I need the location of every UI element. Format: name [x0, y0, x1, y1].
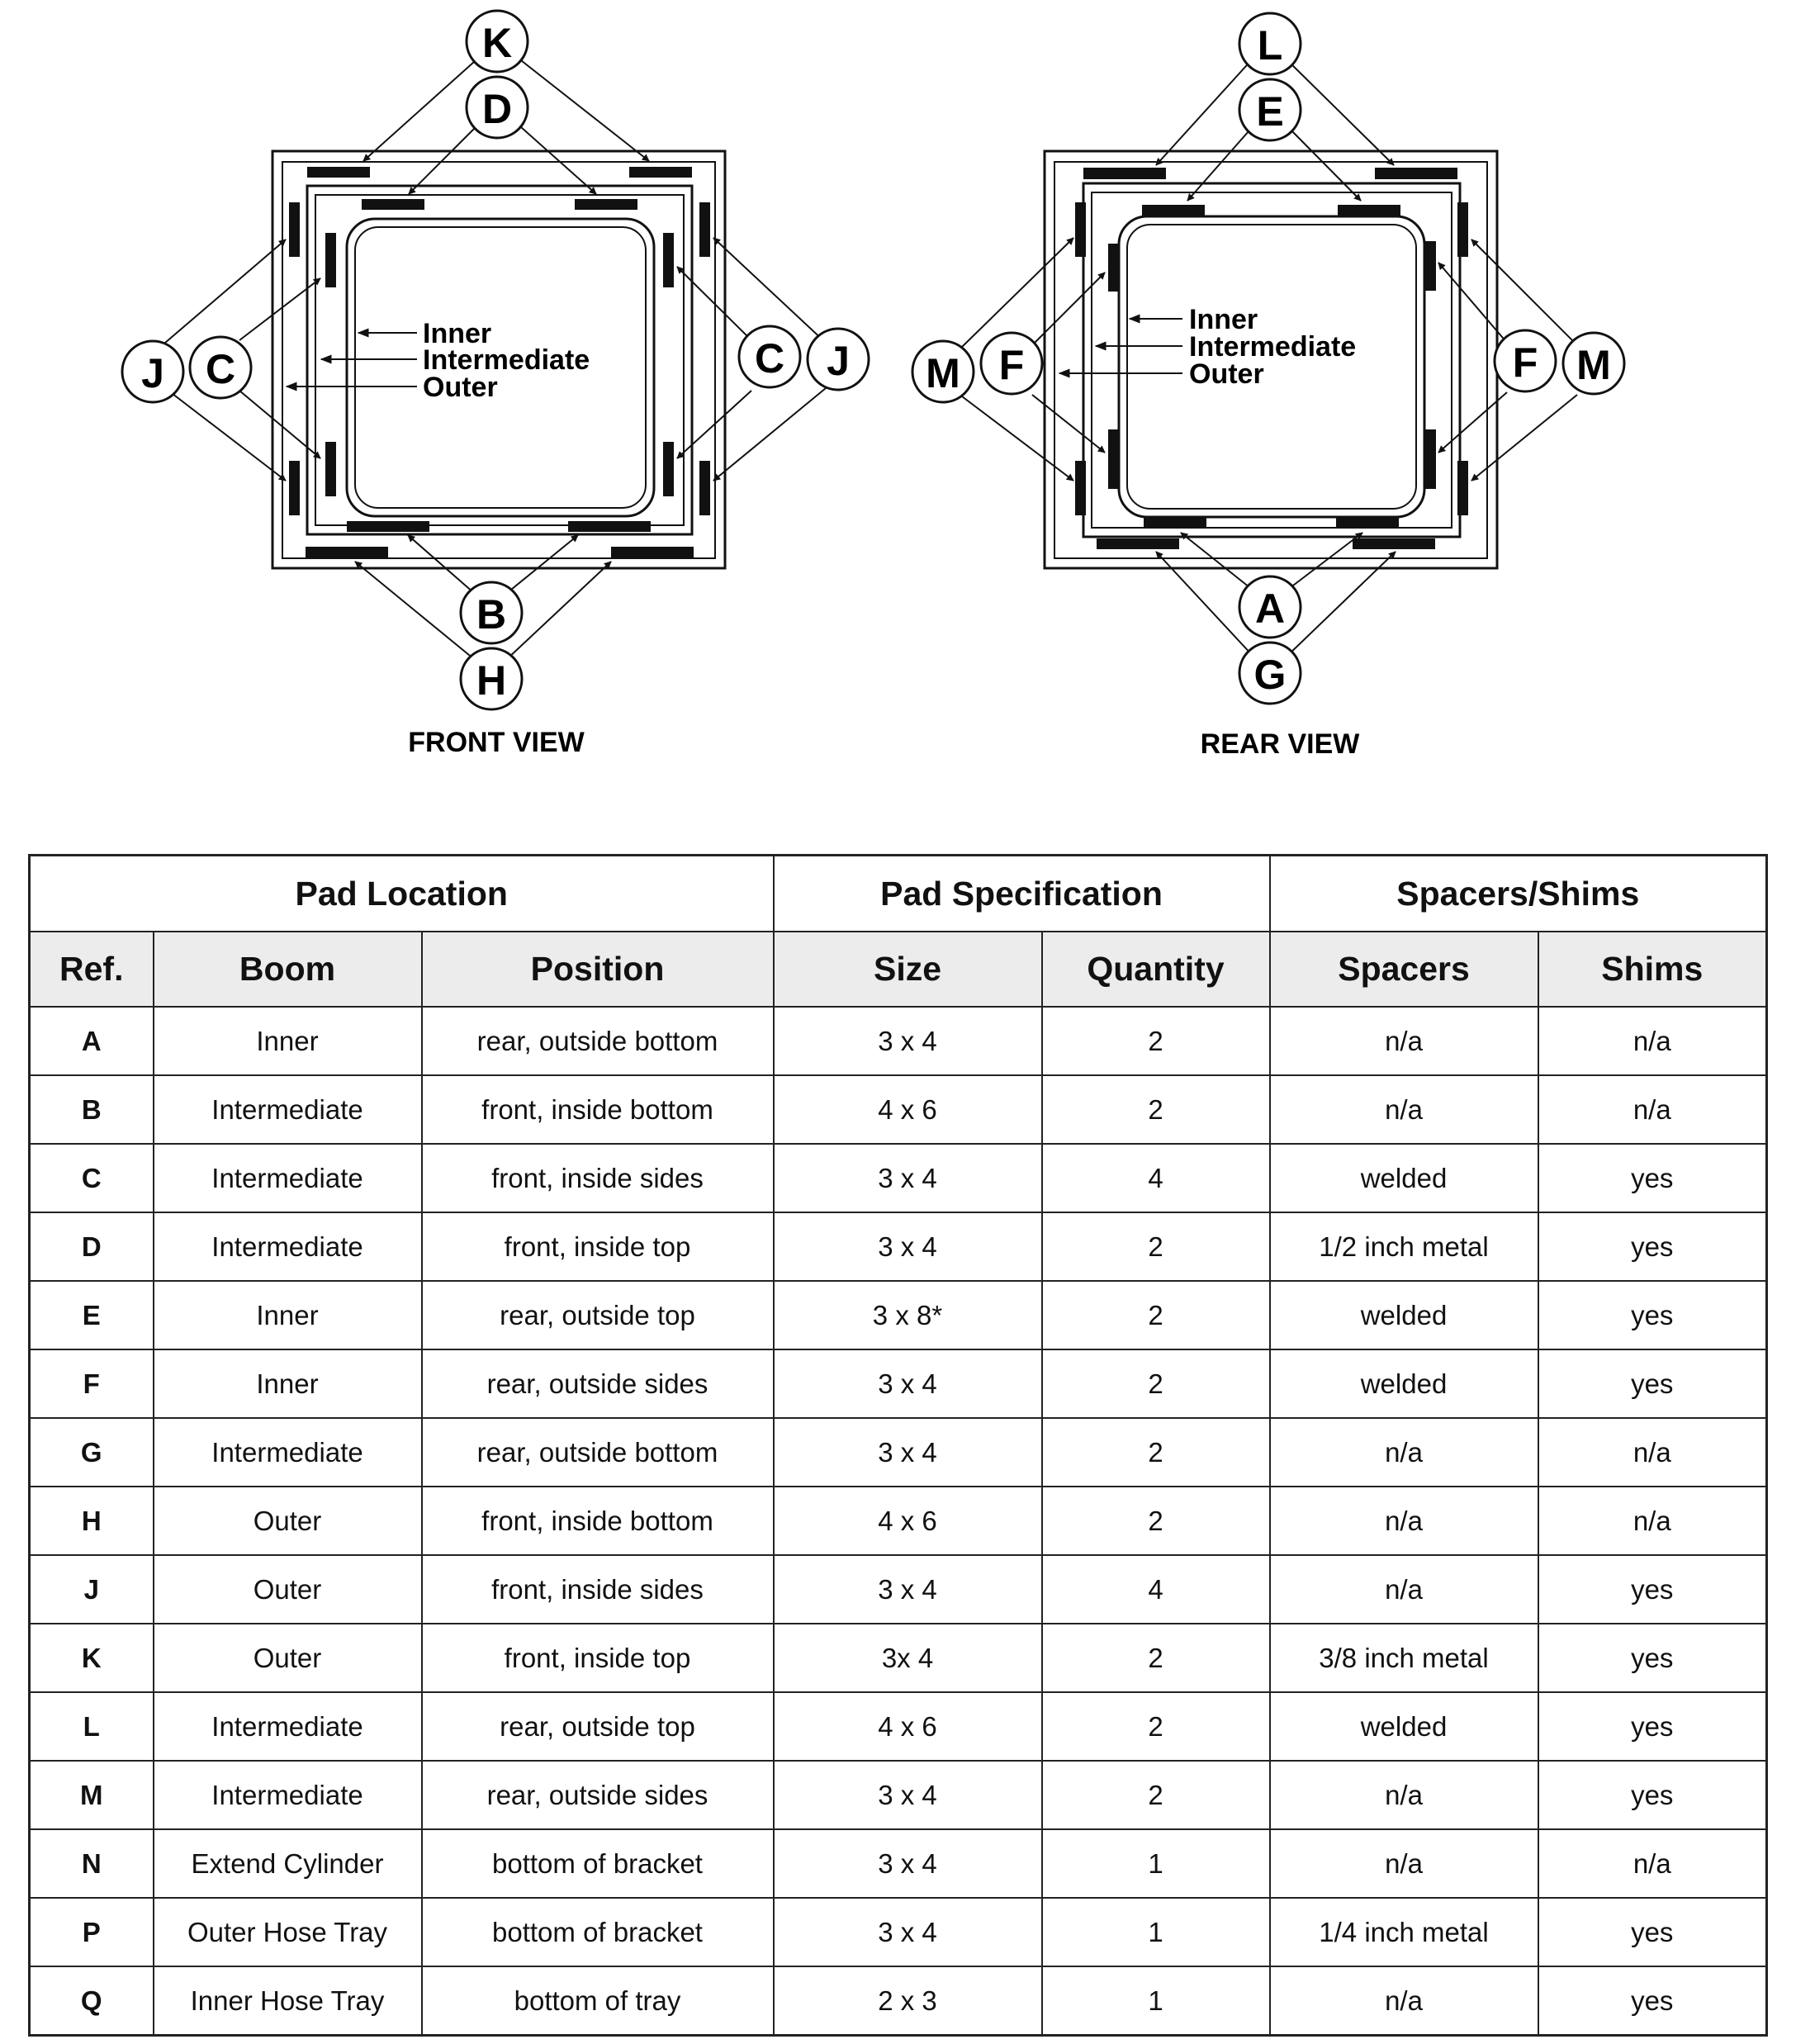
front-view	[122, 11, 869, 758]
cell-shims: n/a	[1538, 1075, 1767, 1144]
cell-size: 4 x 6	[774, 1487, 1042, 1555]
cell-shims: yes	[1538, 1281, 1767, 1349]
cell-boom: Outer	[154, 1487, 422, 1555]
callout-left-outer: J	[141, 350, 164, 396]
callout-bottom-inner: B	[476, 591, 507, 638]
cell-ref: C	[30, 1144, 154, 1212]
cell-boom: Intermediate	[154, 1144, 422, 1212]
callout-right-outer: J	[827, 338, 850, 384]
table-row	[30, 1829, 1767, 1898]
cell-ref: F	[30, 1349, 154, 1418]
cell-spacers: n/a	[1270, 1761, 1538, 1829]
front-view-caption: FRONT VIEW	[408, 727, 585, 758]
cell-ref: K	[30, 1624, 154, 1692]
pad-table	[28, 854, 1768, 2037]
cell-ref: B	[30, 1075, 154, 1144]
callout-top-outer: L	[1257, 22, 1283, 69]
table-row	[30, 1007, 1767, 1075]
cell-position: rear, outside sides	[422, 1349, 774, 1418]
callout-bottom-outer: G	[1253, 652, 1287, 698]
cell-size: 3 x 4	[774, 1761, 1042, 1829]
cell-size: 3 x 4	[774, 1212, 1042, 1281]
cell-position: front, inside sides	[422, 1555, 774, 1624]
cell-shims: yes	[1538, 1144, 1767, 1212]
cell-ref: P	[30, 1898, 154, 1966]
cell-size: 3 x 4	[774, 1898, 1042, 1966]
cell-spacers: n/a	[1270, 1075, 1538, 1144]
cell-ref: D	[30, 1212, 154, 1281]
cell-shims: yes	[1538, 1555, 1767, 1624]
cell-quantity: 1	[1042, 1966, 1270, 2036]
table-row	[30, 1487, 1767, 1555]
cell-size: 3 x 4	[774, 1144, 1042, 1212]
cell-ref: A	[30, 1007, 154, 1075]
cell-spacers: welded	[1270, 1692, 1538, 1761]
cell-spacers: n/a	[1270, 1007, 1538, 1075]
cell-ref: Q	[30, 1966, 154, 2036]
cell-spacers: 1/4 inch metal	[1270, 1898, 1538, 1966]
cell-shims: yes	[1538, 1212, 1767, 1281]
cell-size: 3 x 8*	[774, 1281, 1042, 1349]
table-row	[30, 1349, 1767, 1418]
table-row	[30, 1966, 1767, 2036]
boom-pad-diagram	[0, 0, 1796, 826]
cell-quantity: 4	[1042, 1555, 1270, 1624]
cell-spacers: welded	[1270, 1281, 1538, 1349]
cell-position: front, inside bottom	[422, 1075, 774, 1144]
rear-view	[912, 13, 1624, 760]
cell-position: rear, outside bottom	[422, 1007, 774, 1075]
layer-label-inner: Inner	[423, 318, 492, 349]
cell-size: 3 x 4	[774, 1555, 1042, 1624]
cell-ref: E	[30, 1281, 154, 1349]
layer-label-intermediate: Intermediate	[1189, 331, 1357, 363]
cell-spacers: n/a	[1270, 1487, 1538, 1555]
cell-shims: yes	[1538, 1761, 1767, 1829]
group-header-pad-location: Pad Location	[30, 856, 774, 932]
layer-pointers	[1059, 319, 1182, 373]
cell-shims: n/a	[1538, 1487, 1767, 1555]
table-column-header	[30, 932, 1767, 1007]
cell-boom: Inner Hose Tray	[154, 1966, 422, 2036]
cell-ref: N	[30, 1829, 154, 1898]
table-row	[30, 1212, 1767, 1281]
cell-position: front, inside sides	[422, 1144, 774, 1212]
cell-size: 3 x 4	[774, 1007, 1042, 1075]
cell-position: rear, outside top	[422, 1281, 774, 1349]
table-row	[30, 1418, 1767, 1487]
cell-spacers: 3/8 inch metal	[1270, 1624, 1538, 1692]
cell-boom: Intermediate	[154, 1761, 422, 1829]
table-row	[30, 1898, 1767, 1966]
cell-size: 3 x 4	[774, 1349, 1042, 1418]
cell-spacers: n/a	[1270, 1829, 1538, 1898]
callout-bottom-inner: A	[1254, 586, 1286, 632]
column-header-spacers: Spacers	[1270, 932, 1538, 1007]
layer-label-outer: Outer	[423, 372, 498, 403]
cell-ref: G	[30, 1418, 154, 1487]
callout-top-inner: D	[481, 86, 513, 132]
cell-shims: n/a	[1538, 1418, 1767, 1487]
column-header-shims: Shims	[1538, 932, 1767, 1007]
cell-quantity: 2	[1042, 1761, 1270, 1829]
cell-size: 3 x 4	[774, 1829, 1042, 1898]
cell-ref: M	[30, 1761, 154, 1829]
callout-bottom-outer: H	[476, 657, 507, 704]
cell-size: 4 x 6	[774, 1692, 1042, 1761]
callout-left-inner: F	[998, 342, 1025, 388]
group-header-spacers-shims: Spacers/Shims	[1270, 856, 1767, 932]
table-row	[30, 1624, 1767, 1692]
layer-label-intermediate: Intermediate	[423, 344, 590, 376]
cell-spacers: 1/2 inch metal	[1270, 1212, 1538, 1281]
callout-right-inner: F	[1512, 339, 1538, 386]
column-header-ref: Ref.	[30, 932, 154, 1007]
rear-view-caption: REAR VIEW	[1200, 728, 1360, 760]
cell-quantity: 4	[1042, 1144, 1270, 1212]
table-row	[30, 1075, 1767, 1144]
cell-shims: yes	[1538, 1898, 1767, 1966]
cell-boom: Outer Hose Tray	[154, 1898, 422, 1966]
cell-boom: Inner	[154, 1349, 422, 1418]
cell-boom: Outer	[154, 1555, 422, 1624]
cell-quantity: 2	[1042, 1487, 1270, 1555]
cell-spacers: n/a	[1270, 1555, 1538, 1624]
table-row	[30, 1761, 1767, 1829]
cell-boom: Inner	[154, 1281, 422, 1349]
cell-quantity: 2	[1042, 1212, 1270, 1281]
cell-shims: yes	[1538, 1349, 1767, 1418]
cell-quantity: 2	[1042, 1281, 1270, 1349]
table-row	[30, 1144, 1767, 1212]
cell-size: 2 x 3	[774, 1966, 1042, 2036]
table-row	[30, 1692, 1767, 1761]
cell-quantity: 2	[1042, 1075, 1270, 1144]
table-group-header	[30, 856, 1767, 932]
cell-spacers: welded	[1270, 1144, 1538, 1212]
cell-size: 4 x 6	[774, 1075, 1042, 1144]
callout-left-outer: M	[926, 350, 960, 396]
cell-position: front, inside top	[422, 1212, 774, 1281]
cell-position: bottom of tray	[422, 1966, 774, 2036]
column-header-boom: Boom	[154, 932, 422, 1007]
cell-ref: L	[30, 1692, 154, 1761]
cell-position: rear, outside top	[422, 1692, 774, 1761]
cell-boom: Intermediate	[154, 1692, 422, 1761]
cell-position: bottom of bracket	[422, 1898, 774, 1966]
cell-ref: J	[30, 1555, 154, 1624]
column-header-quantity: Quantity	[1042, 932, 1270, 1007]
cell-shims: n/a	[1538, 1007, 1767, 1075]
group-header-pad-specification: Pad Specification	[774, 856, 1270, 932]
cell-spacers: n/a	[1270, 1418, 1538, 1487]
cell-position: front, inside bottom	[422, 1487, 774, 1555]
cell-quantity: 2	[1042, 1007, 1270, 1075]
cell-shims: yes	[1538, 1966, 1767, 2036]
callout-right-outer: M	[1576, 342, 1611, 388]
table-row	[30, 1281, 1767, 1349]
cell-boom: Inner	[154, 1007, 422, 1075]
column-header-position: Position	[422, 932, 774, 1007]
callout-top-inner: E	[1256, 88, 1284, 135]
cell-spacers: n/a	[1270, 1966, 1538, 2036]
cell-position: bottom of bracket	[422, 1829, 774, 1898]
cell-ref: H	[30, 1487, 154, 1555]
cell-boom: Outer	[154, 1624, 422, 1692]
layer-label-inner: Inner	[1189, 304, 1258, 335]
layer-label-outer: Outer	[1189, 358, 1264, 390]
cell-size: 3x 4	[774, 1624, 1042, 1692]
cell-quantity: 1	[1042, 1829, 1270, 1898]
cell-shims: yes	[1538, 1624, 1767, 1692]
inner-boom-outline	[1119, 216, 1424, 517]
cell-boom: Intermediate	[154, 1418, 422, 1487]
cell-quantity: 2	[1042, 1349, 1270, 1418]
callout-top-outer: K	[481, 20, 513, 66]
cell-boom: Intermediate	[154, 1212, 422, 1281]
column-header-size: Size	[774, 932, 1042, 1007]
cell-size: 3 x 4	[774, 1418, 1042, 1487]
cell-boom: Intermediate	[154, 1075, 422, 1144]
callout-right-inner: C	[754, 335, 785, 382]
callout-left-inner: C	[205, 346, 236, 392]
cell-position: front, inside top	[422, 1624, 774, 1692]
cell-boom: Extend Cylinder	[154, 1829, 422, 1898]
cell-position: rear, outside bottom	[422, 1418, 774, 1487]
cell-quantity: 2	[1042, 1692, 1270, 1761]
cell-shims: yes	[1538, 1692, 1767, 1761]
cell-spacers: welded	[1270, 1349, 1538, 1418]
table-row	[30, 1555, 1767, 1624]
cell-quantity: 2	[1042, 1624, 1270, 1692]
cell-shims: n/a	[1538, 1829, 1767, 1898]
cell-position: rear, outside sides	[422, 1761, 774, 1829]
cell-quantity: 2	[1042, 1418, 1270, 1487]
cell-quantity: 1	[1042, 1898, 1270, 1966]
